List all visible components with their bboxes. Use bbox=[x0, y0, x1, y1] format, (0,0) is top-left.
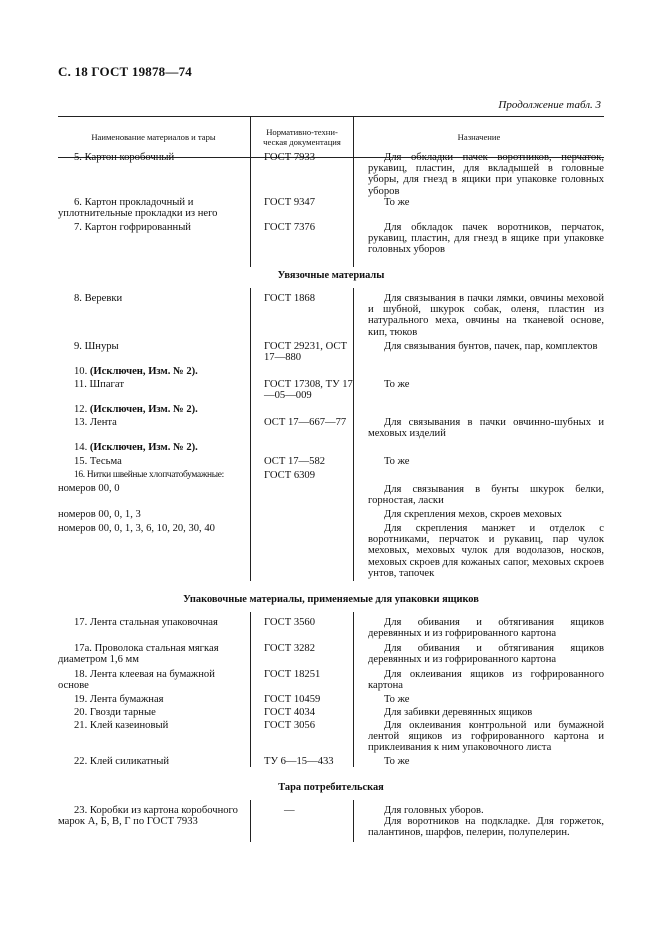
row-doc: ГОСТ 7376 bbox=[264, 222, 316, 233]
header-col-name: Наименование материалов и тары bbox=[91, 132, 216, 142]
col-divider-1 bbox=[250, 800, 251, 842]
row-name: 6. Картон прокладочный и уплотнительные прокладки из него bbox=[58, 197, 218, 220]
row-name: 19. Лента бумажная bbox=[74, 694, 164, 705]
row-name: 17. Лента стальная упаковочная bbox=[74, 617, 218, 628]
row-purpose: То же bbox=[384, 379, 410, 390]
row-excluded-note: (Исключен, Изм. № 2). bbox=[89, 442, 198, 453]
row-purpose: Для скрепления мехов, скроев меховых bbox=[384, 509, 562, 520]
row-name bbox=[58, 366, 246, 377]
row-doc: ГОСТ 17308, ТУ 17—05—009 bbox=[264, 379, 353, 402]
row-purpose: То же bbox=[384, 756, 410, 767]
row-purpose: То же bbox=[384, 456, 410, 467]
section-title: Упаковочные материалы, применяемые для упаковки ящиков bbox=[183, 594, 479, 605]
header-col-doc: Нормативно-техни- ческая документация bbox=[250, 117, 353, 157]
row-doc: ГОСТ 18251 bbox=[264, 669, 321, 680]
row-purpose: То же bbox=[384, 197, 410, 208]
row-doc: — bbox=[284, 805, 295, 816]
row-name: номеров 00, 0 bbox=[58, 483, 120, 494]
row-doc: ГОСТ 7933 bbox=[264, 152, 316, 163]
row-purpose: Для оклеивания ящиков из гофрированного картона bbox=[368, 669, 604, 692]
row-purpose: Для забивки деревянных ящиков bbox=[384, 707, 533, 718]
row-purpose: Для обивания и обтягивания ящиков деревянных и из гофрированного картона bbox=[368, 643, 604, 666]
row-purpose-line: Для головных уборов. bbox=[384, 805, 484, 816]
row-purpose: То же bbox=[384, 694, 410, 705]
row-name: 15. Тесьма bbox=[74, 456, 122, 467]
col-divider-2 bbox=[353, 288, 354, 581]
row-purpose: Для связывания в пачки овчинно-шубных и меховых изделий bbox=[368, 417, 604, 440]
row-doc: ГОСТ 29231, ОСТ 17—880 bbox=[264, 341, 347, 364]
row-purpose: Для обкладок пачек воротников, перчаток, рукавиц, пластин, для гнезд в ящике при упаковке головных уборов bbox=[368, 222, 604, 256]
row-doc: ТУ 6—15—433 bbox=[264, 756, 334, 767]
table-continuation-label: Продолжение табл. 3 bbox=[498, 99, 601, 111]
row-name: 23. Коробки из картона коробочного марок А, Б, В, Г по ГОСТ 7933 bbox=[58, 805, 238, 828]
row-name: номеров 00, 0, 1, 3 bbox=[58, 509, 141, 520]
row-number: 14. bbox=[74, 442, 88, 453]
row-name: 13. Лента bbox=[74, 417, 117, 428]
header-col-purpose: Назначение bbox=[353, 117, 604, 157]
row-name: 20. Гвозди тарные bbox=[74, 707, 156, 718]
row-doc: ГОСТ 3560 bbox=[264, 617, 316, 628]
row-doc: ГОСТ 9347 bbox=[264, 197, 316, 208]
row-number: 12. bbox=[74, 404, 88, 415]
row-doc: ГОСТ 10459 bbox=[264, 694, 321, 705]
table bbox=[58, 116, 604, 839]
row-purpose: Для скрепления манжет и отделок с воротниками, перчаток и рукавиц, пар чулок меховых, меховых чулок для водолазов, носков, меховых скроев для кожаных сапог, меховых скроев унтов, тапочек bbox=[368, 523, 604, 579]
row-name: 11. Шпагат bbox=[74, 379, 124, 390]
row-excluded-note: (Исключен, Изм. № 2). bbox=[89, 404, 198, 415]
row-doc: ОСТ 17—582 bbox=[264, 456, 326, 467]
row-purpose: Для связывания в пачки лямки, овчины меховой и шубной, шкурок собак, оленя, пластин из натурального меха, овчины на тканевой основе, кип, тюков bbox=[368, 293, 604, 338]
section-title: Тара потребительская bbox=[278, 782, 384, 793]
row-name: 9. Шнуры bbox=[74, 341, 119, 352]
row-excluded-note: (Исключен, Изм. № 2). bbox=[89, 366, 198, 377]
row-doc: ГОСТ 3282 bbox=[264, 643, 316, 654]
col-divider-2 bbox=[353, 156, 354, 267]
row-name: 7. Картон гофрированный bbox=[74, 222, 191, 233]
row-name: 18. Лента клеевая на бумажной основе bbox=[58, 669, 215, 692]
col-divider-1 bbox=[250, 612, 251, 767]
row-doc: ГОСТ 4034 bbox=[264, 707, 316, 718]
row-number: 10. bbox=[74, 366, 88, 377]
row-name: 16. Нитки швейные хлопчатобумажные: bbox=[74, 470, 224, 480]
row-purpose: Для оклеивания контрольной или бумажной лентой ящиков из гофрированного картона и приклеивания к ним упаковочного листа bbox=[368, 720, 604, 754]
row-name: 8. Веревки bbox=[74, 293, 123, 304]
row-purpose-line: Для воротников на подкладке. Для горжеток, палантинов, шарфов, пелерин, полупелерин. bbox=[368, 816, 604, 839]
col-divider-1 bbox=[250, 156, 251, 267]
row-purpose: Для связывания в бунты шкурок белки, горностая, ласки bbox=[368, 484, 604, 507]
row-name bbox=[58, 404, 246, 415]
row-name: номеров 00, 0, 1, 3, 6, 10, 20, 30, 40 bbox=[58, 523, 215, 534]
row-name: 21. Клей казеиновый bbox=[74, 720, 169, 731]
row-name: 17а. Проволока стальная мягкая диаметром 1,6 мм bbox=[58, 643, 219, 666]
row-doc: ГОСТ 1868 bbox=[264, 293, 316, 304]
row-doc: ГОСТ 3056 bbox=[264, 720, 316, 731]
page-header: С. 18 ГОСТ 19878—74 bbox=[58, 64, 192, 79]
col-divider-1 bbox=[250, 288, 251, 581]
row-purpose bbox=[368, 805, 604, 839]
row-name: 5. Картон коробочный bbox=[74, 152, 175, 163]
row-purpose: Для обкладки пачек воротников, перчаток, рукавиц, пластин, для вкладышей в головные уборы, для гнезд в ящики при упаковке головных уборов bbox=[368, 152, 604, 197]
row-name: 22. Клей силикатный bbox=[74, 756, 170, 767]
col-divider-2 bbox=[353, 612, 354, 767]
section-title: Увязочные материалы bbox=[277, 270, 385, 281]
row-doc: ГОСТ 6309 bbox=[264, 470, 316, 481]
row-doc: ОСТ 17—667—77 bbox=[264, 417, 347, 428]
row-purpose: Для связывания бунтов, пачек, пар, комплектов bbox=[384, 341, 598, 352]
row-name bbox=[58, 442, 246, 453]
row-purpose: Для обивания и обтягивания ящиков деревянных и из гофрированного картона bbox=[368, 617, 604, 640]
